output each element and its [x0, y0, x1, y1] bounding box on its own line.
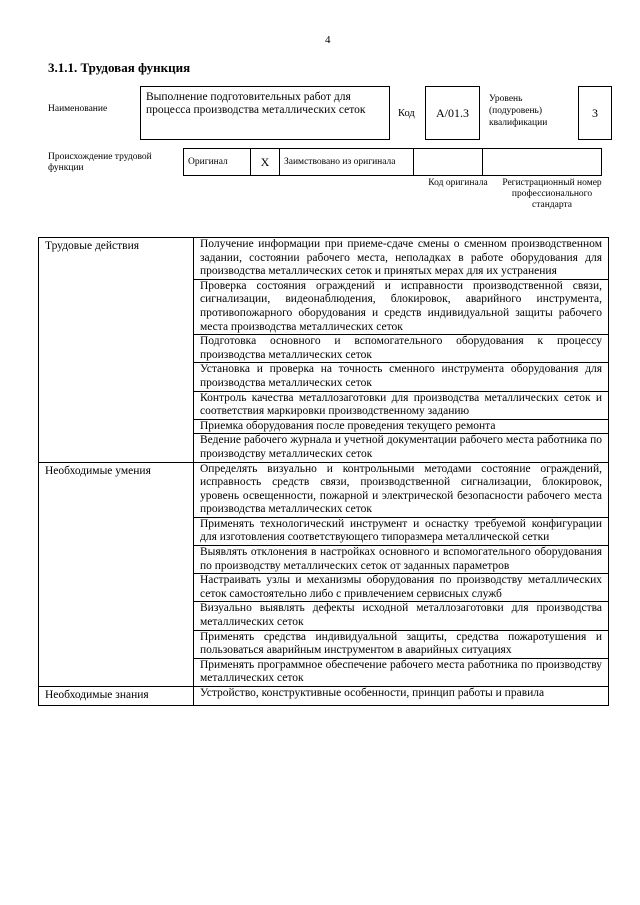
- level-box: 3: [578, 86, 612, 140]
- section-item: Визуально выявлять дефекты исходной металлозаготовки для производства металлических сеток: [194, 602, 609, 630]
- name-label: Наименование: [48, 104, 108, 114]
- section-heading: Необходимые умения: [39, 462, 194, 687]
- reg-number-cell: [483, 149, 602, 176]
- section-item: Ведение рабочего журнала и учетной документации рабочего места работника по производству металлических сеток: [194, 434, 609, 462]
- section-item: Применять технологический инструмент и оснастку требуемой конфигурации для изготовления соответствующего типоразмера металлической сетки: [194, 517, 609, 545]
- section-heading: Необходимые знания: [39, 687, 194, 706]
- section-item: Приемка оборудования после проведения текущего ремонта: [194, 419, 609, 434]
- section-heading: Трудовые действия: [39, 238, 194, 463]
- origin-label: Происхождение трудовой функции: [48, 152, 152, 173]
- original-mark: X: [251, 149, 280, 176]
- section-item: Применять программное обеспечение рабочего места работника по производству металлических сеток: [194, 658, 609, 686]
- page-number: 4: [325, 34, 331, 46]
- original-code-cell: [414, 149, 483, 176]
- section-item: Установка и проверка на точность сменного инструмента оборудования для производства металлических сеток: [194, 363, 609, 391]
- function-code-box: А/01.3: [425, 86, 480, 140]
- section-item: Применять средства индивидуальной защиты, средства пожаротушения и пользоваться аварийным инструментом в аварийных ситуациях: [194, 630, 609, 658]
- code-label: Код: [398, 108, 415, 119]
- function-details-table: [38, 237, 609, 706]
- table-row: [39, 687, 609, 706]
- borrowed-label: Заимствовано из оригинала: [280, 149, 414, 176]
- reg-number-caption: Регистрационный номер профессионального стандарта: [502, 178, 602, 210]
- section-item: Контроль качества металлозаготовки для производства металлических сеток и соответствия маркировки производственному заданию: [194, 391, 609, 419]
- table-row: [39, 462, 609, 517]
- section-item: Определять визуально и контрольными методами состояние ограждений, исправность средств связи, производственной сигнализации, блокировок, уровень освещенности, пожарной и электрической безопасности рабочего места производства металлических сеток: [194, 462, 609, 517]
- table-row: [39, 238, 609, 280]
- section-item: Проверка состояния ограждений и исправности производственной связи, сигнализации, видеонаблюдения, блокировок, аварийного инструмента, противопожарного оборудования и средств индивидуальной защиты рабочего места производства металлических сеток: [194, 279, 609, 334]
- level-label: Уровень (подуровень) квалификации: [489, 94, 548, 128]
- section-item: Устройство, конструктивные особенности, принцип работы и правила: [194, 687, 609, 706]
- origin-table: [183, 148, 602, 176]
- section-item: Получение информации при приеме-сдаче смены о сменном производственном задании, состоянии рабочего места, неполадках в работе оборудования для производства металлических сеток и принятых мерах для их устранения: [194, 238, 609, 280]
- original-code-caption: Код оригинала: [428, 178, 488, 188]
- section-item: Подготовка основного и вспомогательного оборудования к процессу производства металлических сеток: [194, 335, 609, 363]
- section-item: Выявлять отклонения в настройках основного и вспомогательного оборудования по производству металлических сеток от заданных параметров: [194, 546, 609, 574]
- section-item: Настраивать узлы и механизмы оборудования по производству металлических сеток самостоятельно либо с привлечением сервисных служб: [194, 574, 609, 602]
- section-title: 3.1.1. Трудовая функция: [48, 60, 191, 75]
- function-name-box: Выполнение подготовительных работ для процесса производства металлических сеток: [140, 86, 390, 140]
- original-label: Оригинал: [184, 149, 251, 176]
